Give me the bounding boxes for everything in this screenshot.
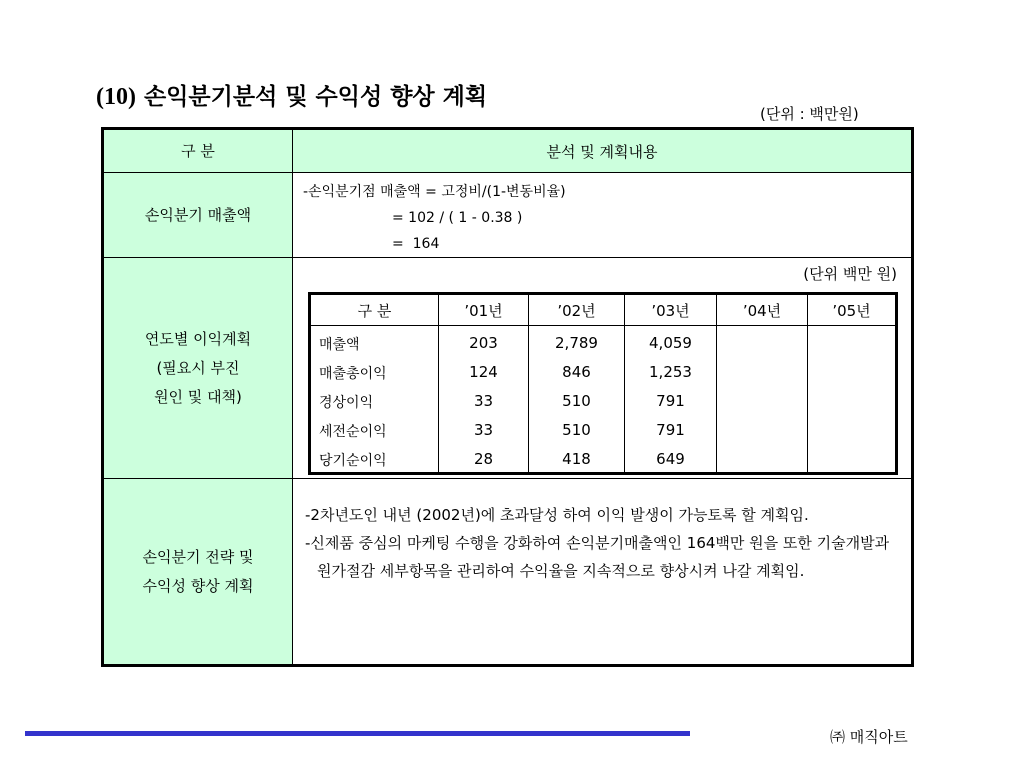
row-label: 세전순이익 xyxy=(319,424,387,440)
row2-label xyxy=(104,258,293,478)
value-cell: 1,253 xyxy=(649,363,692,381)
value-cell: 791 xyxy=(656,392,685,410)
page-title xyxy=(96,78,487,111)
value-cell: 4,059 xyxy=(649,334,692,352)
row3-label-line: 손익분기 전략 및 xyxy=(142,547,254,566)
strategy-paragraph: -신제품 중심의 마케팅 수행을 강화하여 손익분기매출액인 164백만 원을 또한 기술개발과 원가절감 세부항목을 관리하여 수익율을 지속적으로 향상시켜 나갈 계획임. xyxy=(305,534,890,580)
inner-header: ’02년 xyxy=(529,295,624,326)
title-number: (10) xyxy=(96,84,136,110)
header-col2: 분석 및 계획내용 xyxy=(293,130,911,172)
inner-header: ’03년 xyxy=(625,295,716,326)
formula-line: = 164 xyxy=(303,236,440,252)
row3-label-line: 수익성 향상 계획 xyxy=(142,576,254,595)
formula-line: = 102 / ( 1 - 0.38 ) xyxy=(303,210,523,226)
value-cell: 33 xyxy=(473,392,494,410)
value-cell: 418 xyxy=(562,450,591,468)
footer-divider xyxy=(25,731,690,736)
strategy-text xyxy=(293,479,911,664)
inner-header: ’05년 xyxy=(808,295,895,326)
row-label: 매출총이익 xyxy=(319,366,387,382)
value-cell: 510 xyxy=(562,421,591,439)
inner-header: ’01년 xyxy=(439,295,528,326)
header-col1: 구 분 xyxy=(104,130,293,172)
row2-content xyxy=(293,258,911,478)
formula-line: -손익분기점 매출액 = 고정비/(1-변동비율) xyxy=(303,184,566,200)
row2-label-line: (필요시 부진 xyxy=(156,358,240,377)
value-cell: 649 xyxy=(656,450,685,468)
value-cell: 28 xyxy=(473,450,494,468)
row3-label xyxy=(104,479,293,664)
value-cell: 2,789 xyxy=(555,334,598,352)
strategy-paragraph: -2차년도인 내년 (2002년)에 초과달성 하여 이익 발생이 가능토록 할 계획임. xyxy=(305,506,809,524)
unit-label: (단위 : 백만원) xyxy=(760,105,859,123)
inner-unit-label: (단위 백만 원) xyxy=(803,265,897,283)
col-2001 xyxy=(439,329,528,474)
profit-plan-table xyxy=(308,292,898,475)
row1-formula xyxy=(293,173,911,257)
value-cell: 33 xyxy=(473,421,494,439)
value-cell: 791 xyxy=(656,421,685,439)
row-label: 매출액 xyxy=(319,337,360,353)
main-table xyxy=(101,127,914,667)
col-2003 xyxy=(625,329,716,474)
company-name: ㈜ 매직아트 xyxy=(830,728,908,746)
row1-label: 손익분기 매출액 xyxy=(104,173,293,257)
inner-header: 구 분 xyxy=(311,295,438,326)
row-labels xyxy=(319,331,387,476)
title-text: 손익분기분석 및 수익성 향상 계획 xyxy=(144,84,488,110)
row-label: 당기순이익 xyxy=(319,453,387,469)
value-cell: 203 xyxy=(469,334,498,352)
value-cell: 510 xyxy=(562,392,591,410)
row2-label-line: 연도별 이익계획 xyxy=(144,329,252,348)
col-2002 xyxy=(529,329,624,474)
row-label: 경상이익 xyxy=(319,395,374,411)
value-cell: 124 xyxy=(469,363,498,381)
inner-header: ’04년 xyxy=(717,295,807,326)
row2-label-line: 원인 및 대책) xyxy=(154,387,242,406)
value-cell: 846 xyxy=(562,363,591,381)
